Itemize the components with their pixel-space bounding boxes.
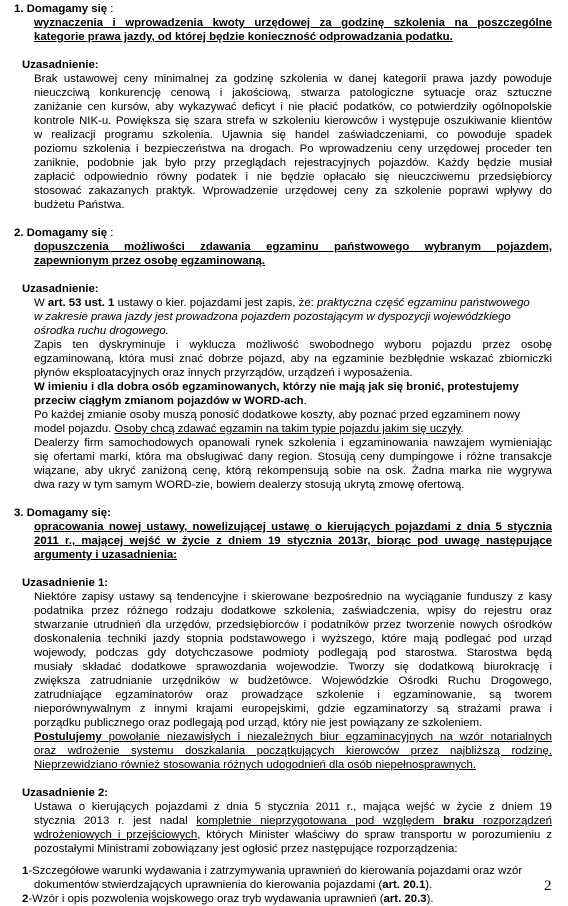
section-1-paragraph-line: nieuczciwą konkurencję cenową i jakościową, stwarza patologiczne sytuacje oraz sztuczne	[34, 87, 552, 99]
list-item-text: -Szczegółowe warunki wydawania i zatrzymywania uprawnień do kierowania pojazdami oraz wzór	[28, 865, 523, 877]
section-2-paragraph-line: egzaminowaną, która musi znać dobrze pojazd, aby na egzaminie bezbłędnie wskazać zbiorniczki	[34, 353, 552, 365]
list-item-text: ).	[425, 879, 433, 891]
section-3-justification-1-line: wojewody, podczas gdy dotychczasowe podmioty podlegają pod starostwa. Starostwa będą	[34, 647, 552, 659]
list-item-2	[22, 892, 434, 906]
article-text: ustawy o kier. pojazdami jest zapis, że:	[114, 297, 317, 309]
article-reference: art. 53 ust. 1	[47, 297, 115, 309]
section-1-paragraph-line: kontrole NIK-u. Powiększa się szara strefa w szkoleniu kierowców i występuje oszukiwanie klientów	[34, 115, 552, 127]
article-reference: art. 20.1	[382, 879, 426, 891]
section-2-paragraph-line: dwa razy w tym samym WORD-zie, bowiem dealerzy stosują ukrytą zmowę ofertową.	[34, 479, 465, 491]
section-3-justification-2-line: pozostałymi Ministrami zobowiązany jest ogłosić przez następujące rozporządzenia:	[34, 843, 458, 855]
section-2-article-quote-line: w zakresie prawa jazdy jest prowadzona pojazdem pozostającym w dyspozycji wojewódzkiego	[34, 311, 511, 323]
section-1-justification-heading: Uzasadnienie:	[22, 59, 99, 71]
section-1-paragraph-line: zaniknie, podobnie jak było przy przeglądach rejestracyjnych pojazdów. Każdy będzie musiał	[34, 157, 552, 169]
section-2-protest-line-1: W imieniu i dla dobra osób egzaminowanych, którzy nie mają jak się bronić, protestujemy	[34, 381, 519, 393]
section-1-paragraph-line: zapłacić odpowiednio równy podatek i nie będzie opłacało się nieuczciwemu przedsiębiorcy	[34, 171, 552, 183]
paragraph-text: model pojazdu.	[34, 423, 115, 435]
section-3-colon: :	[107, 507, 111, 519]
section-1-paragraph-line: poziomu szkolenia i bezpieczeństwa na drogach. Po wprowadzeniu ceny urzędowej proceder ten	[34, 143, 552, 155]
section-3-demand-line-2: 2011 r., mającej wejść w życie z dniem 19 stycznia 2013r, biorąc pod uwagę następujące	[34, 535, 552, 547]
section-3-justification-1-line: nieporównywalnym z innymi krajami europejskimi, gdzie egzaminatorzy są strażami prawa i	[34, 703, 552, 715]
section-2-heading	[14, 226, 113, 240]
section-1-number: 1.	[14, 3, 24, 15]
section-1-colon: :	[107, 3, 114, 15]
section-1-demand-line-2: kategorie prawa jazdy, od której będzie konieczność odprowadzania podatku.	[34, 31, 453, 43]
section-1-heading	[14, 2, 113, 16]
section-3-postulate-line-1	[34, 730, 552, 744]
section-3-justification-2-line: Ustawa o kierujących pojazdami z dnia 5 stycznia 2011 r., mająca wejść w życie z dniem 19	[34, 801, 552, 813]
justification-text: , których Minister właściwy do spraw transportu w porozumieniu z	[197, 829, 552, 841]
page-number: 2	[544, 878, 552, 894]
section-1-paragraph-line: zaniżanie cen kursów, aby wykazywać deficyt i nie płacić podatków, co potwierdziły ogólnopolskie	[34, 101, 552, 113]
section-3-demand-line-1: opracowania nowej ustawy, nowelizującej ustawę o kierujących pojazdami z dnia 5 stycznia	[34, 521, 552, 533]
list-item-1-line-2	[34, 878, 432, 892]
list-item-number: 1	[22, 865, 29, 877]
section-2-label: Domagamy się	[26, 227, 108, 239]
section-3-justification-1-line: podatnika przez różnego rodzaju dodatkowe szkolenia, zaświadczenia, wpisy do rejestru oraz	[34, 605, 552, 617]
section-3-justification-2-heading: Uzasadnienie 2:	[22, 787, 109, 799]
underlined-text: kompletnie nieprzygotowana pod względem	[196, 815, 444, 827]
article-reference: art. 20.3	[383, 893, 427, 905]
section-3-justification-1-line: doskonalenia techniki jazdy stopnia podstawowego i wyższego, które mają podlegać pod urząd	[34, 633, 552, 645]
postulate-text: powołanie niezawisłych i niezależnych biur egzaminacyjnych na wzór notarialnych	[101, 731, 552, 743]
section-3-label: Domagamy się	[26, 507, 108, 519]
underlined-text: rozporządzeń	[474, 815, 552, 827]
underlined-text: wdrożeniowych i przejściowych	[34, 829, 198, 841]
section-2-article-quote-line: ośrodka ruchu drogowego.	[34, 325, 169, 337]
section-3-justification-2-line	[34, 828, 552, 842]
section-1-label: Domagamy się	[26, 3, 108, 15]
paragraph-period: .	[460, 423, 464, 435]
section-3-postulate-line-2: oraz wdrożenie systemu doszkalania początkujących kierowców przez najbliższą rodzinę.	[34, 745, 552, 757]
section-1-paragraph-line: stosować zakazanych praktyk. Wprowadzenie urzędowej ceny za szkolenie poprawi wpływy do	[34, 185, 552, 197]
section-3-justification-1-line: porządku publicznego oraz podlegają pod urząd, który nie jest powiązany ze szkoleniem.	[34, 717, 483, 729]
list-item-text: ).	[426, 893, 434, 905]
section-2-paragraph-line: się ofertami marki, która ma obsługiwać dany region. Stosują ceny dumpingowe i różne transakcje	[34, 451, 552, 463]
section-2-demand-line-1: dopuszczenia możliwości zdawania egzaminu państwowego wybranym pojazdem,	[34, 241, 552, 253]
section-2-paragraph-line: Zapis ten dyskryminuje i wyklucza możliwość swobodnego wyboru pojazdu przez osobę	[34, 339, 552, 351]
section-3-justification-1-line: musiały składać dodatkowe sprawozdania wojewodzie. Tworzy się dodatkową biurokrację i	[34, 661, 552, 673]
list-item-number: 2	[22, 893, 29, 905]
section-3-justification-1-line: stwarzanie utrudnień dla urzędów, przedsiębiorców i podatników przez tworzenie nowych ośrodków	[34, 619, 552, 631]
section-3-justification-1-line: zwiększa zatrudnianie urzędników w budżetówce. Wojewódzkie Ośrodki Ruchu Drogowego,	[34, 675, 552, 687]
list-item-text: -Wzór i opis pozwolenia wojskowego oraz tryb wydawania uprawnień (	[28, 893, 384, 905]
section-2-justification-heading: Uzasadnienie:	[22, 283, 99, 295]
section-2-paragraph-line: wiązane, aby ukryć zaniżoną cenę, którą rekompensują sobie na osk. Żadna marka nie wygrywa	[34, 465, 552, 477]
article-quote: praktyczna część egzaminu państwowego	[317, 297, 530, 309]
list-item-text: dokumentów stwierdzających uprawnienia do kierowania pojazdami (	[34, 879, 383, 891]
section-2-paragraph-line: Dealerzy firm samochodowych opanowali rynek szkolenia i egzaminowania nawzajem wymieniając	[34, 437, 552, 449]
section-3-heading	[14, 506, 111, 520]
section-2-number: 2.	[14, 227, 24, 239]
list-item-1-line-1	[22, 864, 522, 878]
section-1-paragraph-line: w realizacji programu szkolenia. Ujawnia się handel zaświadczeniami, co powoduje spadek	[34, 129, 552, 141]
postulate-keyword: Postulujemy	[34, 731, 102, 743]
section-1-paragraph-line: budżetu Państwa.	[34, 199, 125, 211]
section-3-justification-2-line	[34, 814, 552, 828]
justification-text: stycznia 2013 r. jest nadal	[34, 815, 197, 827]
article-prefix: W	[34, 297, 48, 309]
section-2-protest-line-2	[34, 394, 307, 408]
section-3-number: 3.	[14, 507, 24, 519]
section-2-paragraph-line: Po każdej zmianie osoby muszą ponosić dodatkowe koszty, aby poznać przed egzaminem nowy	[34, 409, 521, 421]
section-2-demand-line-2: zapewnionym przez osobę egzaminowaną.	[34, 255, 266, 267]
section-3-demand-line-3: argumenty i uzasadnienia:	[34, 549, 178, 561]
section-2-colon: :	[107, 227, 114, 239]
section-3-justification-1-heading: Uzasadnienie 1:	[22, 577, 109, 589]
section-2-paragraph-line: płynów eksploatacyjnych oraz innych przyrządów, urządzeń i wyposażenia.	[34, 367, 413, 379]
section-1-paragraph-line: Brak ustawowej ceny minimalnej za godzinę szkolenia w danej kategorii prawa jazdy powoduje	[34, 73, 552, 85]
section-1-demand-line-1: wyznaczenia i wprowadzenia kwoty urzędowej za godzinę szkolenia na poszczególne	[34, 17, 552, 29]
section-2-paragraph-line	[34, 422, 464, 436]
section-2-article-line	[34, 296, 530, 310]
underlined-text: Osoby chcą zdawać egzamin na takim typie pojazdu jakim się uczyły	[114, 423, 461, 435]
protest-period: .	[303, 395, 307, 407]
protest-text: przeciw ciągłym zmianom pojazdów w WORD-ach	[34, 395, 304, 407]
underlined-bold-text: braku	[443, 815, 475, 827]
section-3-postulate-line-3: Nieprzewidziano również stosowania różnych udogodnień dla osób niepełnosprawnych.	[34, 759, 476, 771]
section-3-justification-1-line: zatrudniające egzaminatorów oraz prowadzące szkolenie i egzaminowanie, są tworem	[34, 689, 552, 701]
section-3-justification-1-line: Niektóre zapisy ustawy są tendencyjne i skierowane bezpośrednio na wyciąganie funduszy z kasy	[34, 591, 552, 603]
